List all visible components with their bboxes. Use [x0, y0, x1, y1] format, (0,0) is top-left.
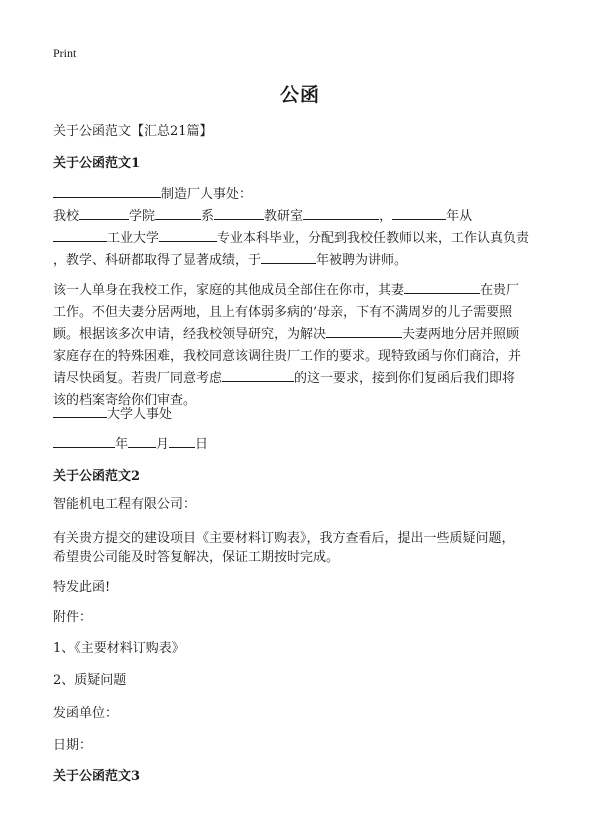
document-subtitle: 关于公函范文【汇总21篇】 — [53, 124, 213, 139]
section2-body-row2: 希望贵公司能及时答复解决，保证工期按时完成。 — [53, 550, 340, 565]
text-segment: 的这一要求，接到你们复函后我们即将 — [294, 371, 516, 386]
blank-field — [155, 207, 201, 220]
section2-body-row1: 有关贵方提交的建设项目《主要材料订购表》，我方查看后，提出一些质疑问题， — [53, 531, 515, 546]
text-segment: 年从 — [446, 209, 473, 224]
text-segment: 工业大学 — [107, 231, 160, 246]
text-segment: 请尽快函复。若贵厂同意考虑 — [53, 371, 223, 386]
blank-field — [303, 207, 379, 220]
section2-date-label: 日期： — [53, 738, 93, 753]
section1-signature — [53, 403, 172, 422]
date-day: 日 — [195, 437, 209, 452]
text-segment: 夫妻两地分居并照顾 — [402, 327, 520, 342]
paragraph-row: 家庭存在的特殊困难，我校同意该调往贵厂工作的要求。现特致函与你们商洽，并 — [53, 349, 522, 364]
salutation-text: 制造厂人事处： — [161, 187, 253, 202]
text-segment: ，教学、科研都取得了显著成绩，于 — [53, 253, 262, 268]
blank-field — [222, 369, 294, 382]
section1-paragraph2 — [53, 280, 580, 412]
document-title: 公函 — [279, 84, 320, 106]
section2-attachment-2: 2、质疑问题 — [53, 673, 127, 688]
section2-attachment-1: 1、《主要材料订购表》 — [53, 641, 185, 656]
text-segment: 顾。根据该多次申请，经我校领导研究，为解决 — [53, 327, 327, 342]
section1-heading: 关于公函范文1 — [53, 156, 141, 171]
text-segment: 该一人单身在我校工作，家庭的其他成员全部住在你市，其妻 — [53, 283, 405, 298]
paragraph-row — [53, 206, 580, 228]
text-segment: 专业本科毕业，分配到我校任教师以来，工作认真负责 — [217, 231, 530, 246]
paragraph-row: 该的档案寄给你们审查。 — [53, 393, 197, 408]
blank-field — [53, 435, 115, 448]
blank-field — [128, 435, 156, 448]
text-segment: 教研室 — [264, 209, 304, 224]
text-segment: 年被聘为讲师。 — [316, 253, 408, 268]
section3-heading: 关于公函范文3 — [53, 769, 141, 784]
blank-field — [214, 207, 264, 220]
blank-field — [159, 229, 217, 242]
section1-salutation — [53, 183, 252, 202]
text-segment: 系 — [201, 209, 215, 224]
blank-field — [53, 229, 107, 242]
paragraph-row — [53, 280, 580, 302]
blank-field — [169, 435, 195, 448]
blank-field — [79, 207, 129, 220]
blank-field — [53, 185, 161, 198]
blank-field — [53, 405, 107, 418]
blank-field — [404, 281, 480, 294]
paragraph-row — [53, 250, 580, 272]
section2-sender-label: 发函单位： — [53, 706, 119, 721]
paragraph-row — [53, 228, 580, 250]
paragraph-row — [53, 368, 580, 390]
section2-heading: 关于公函范文2 — [53, 469, 141, 484]
section1-paragraph1 — [53, 206, 580, 272]
blank-field — [326, 325, 402, 338]
blank-field — [392, 207, 446, 220]
date-year: 年 — [115, 437, 129, 452]
section1-date — [53, 433, 208, 452]
paragraph-row — [53, 324, 580, 346]
section2-closing: 特发此函! — [53, 580, 111, 595]
text-segment: ， — [379, 209, 393, 224]
text-segment: 在贵厂 — [480, 283, 520, 298]
text-segment: 我校 — [53, 209, 80, 224]
blank-field — [261, 251, 316, 264]
signature-text: 大学人事处 — [107, 407, 173, 422]
print-link[interactable]: Print — [53, 46, 77, 60]
date-month: 月 — [156, 437, 170, 452]
section2-attachment-label: 附件： — [53, 610, 93, 625]
text-segment: 学院 — [129, 209, 156, 224]
paragraph-row: 工作。不但夫妻分居两地，且上有体弱多病的’母亲，下有不满周岁的儿子需要照 — [53, 305, 513, 320]
section2-salutation: 智能机电工程有限公司： — [53, 497, 197, 512]
